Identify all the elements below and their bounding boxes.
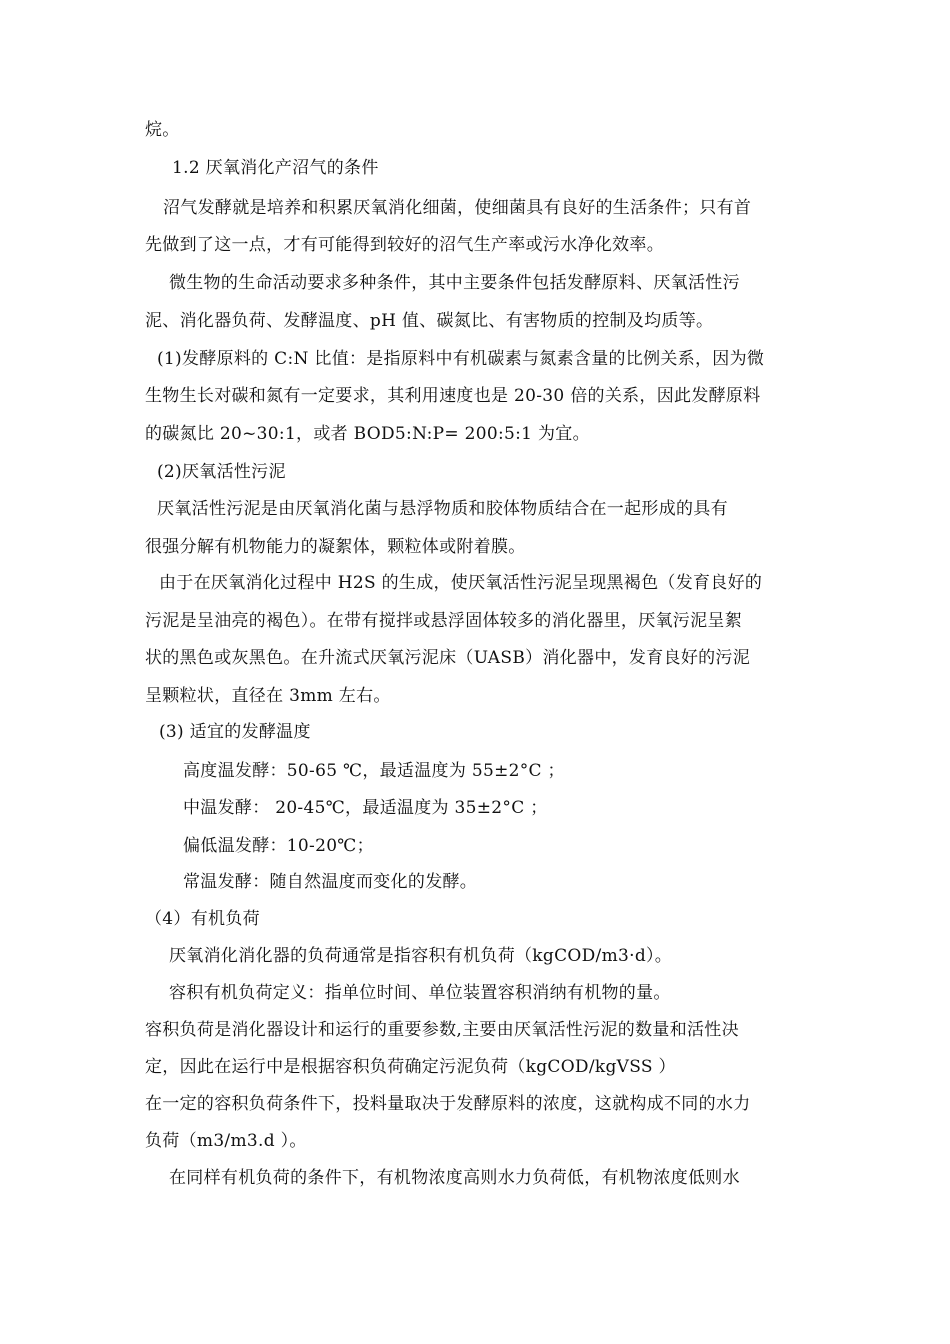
text-line: 高度温发酵：50-65 ℃，最适温度为 55±2°C ； xyxy=(183,761,565,781)
text-line: 泥、消化器负荷、发酵温度、pH 值、碳氮比、有害物质的控制及均质等。 xyxy=(145,311,714,331)
text-line: 微生物的生命活动要求多种条件，其中主要条件包括发酵原料、厌氧活性污 xyxy=(169,273,740,293)
text-line: 生物生长对碳和氮有一定要求，其利用速度也是 20-30 倍的关系，因此发酵原料 xyxy=(145,386,761,406)
text-line: 负荷（m3/m3.d ）。 xyxy=(145,1131,307,1151)
text-line: 容积负荷是消化器设计和运行的重要参数,主要由厌氧活性污泥的数量和活性决 xyxy=(145,1020,739,1040)
subsection-heading: (3) 适宜的发酵温度 xyxy=(159,722,311,742)
text-line: 呈颗粒状，直径在 3mm 左右。 xyxy=(145,686,391,706)
text-line: 在同样有机负荷的条件下，有机物浓度高则水力负荷低，有机物浓度低则水 xyxy=(169,1168,740,1188)
text-line: 很强分解有机物能力的凝絮体，颗粒体或附着膜。 xyxy=(145,537,526,557)
text-line: 厌氧活性污泥是由厌氧消化菌与悬浮物质和胶体物质结合在一起形成的具有 xyxy=(157,499,728,519)
text-line: 中温发酵： 20-45℃，最适温度为 35±2°C ； xyxy=(183,798,548,818)
text-line: 厌氧消化消化器的负荷通常是指容积有机负荷（kgCOD/m3·d）。 xyxy=(169,946,673,966)
text-line: 定，因此在运行中是根据容积负荷确定污泥负荷（kgCOD/kgVSS ） xyxy=(145,1057,676,1077)
text-line: 常温发酵：随自然温度而变化的发酵。 xyxy=(183,872,478,892)
text-line: (1)发酵原料的 C:N 比值：是指原料中有机碳素与氮素含量的比例关系，因为微 xyxy=(157,349,765,369)
text-line: 烷。 xyxy=(145,120,180,140)
text-line: 在一定的容积负荷条件下，投料量取决于发酵原料的浓度，这就构成不同的水力 xyxy=(145,1094,751,1114)
text-line: 污泥是呈油亮的褐色）。在带有搅拌或悬浮固体较多的消化器里，厌氧污泥呈絮 xyxy=(145,611,742,631)
text-line: 的碳氮比 20~30:1，或者 BOD5:N:P= 200:5:1 为宜。 xyxy=(145,424,590,444)
text-line: 由于在厌氧消化过程中 H2S 的生成，使厌氧活性污泥呈现黑褐色（发育良好的 xyxy=(159,573,763,593)
text-line: 先做到了这一点，才有可能得到较好的沼气生产率或污水净化效率。 xyxy=(145,235,664,255)
section-heading: 1.2 厌氧消化产沼气的条件 xyxy=(172,158,379,178)
subsection-heading: (2)厌氧活性污泥 xyxy=(157,462,286,482)
subsection-heading: （4）有机负荷 xyxy=(145,909,260,929)
text-line: 容积有机负荷定义：指单位时间、单位装置容积消纳有机物的量。 xyxy=(169,983,671,1003)
text-line: 状的黑色或灰黑色。在升流式厌氧污泥床（UASB）消化器中，发育良好的污泥 xyxy=(145,648,751,668)
text-line: 偏低温发酵：10-20℃； xyxy=(183,836,374,856)
text-line: 沼气发酵就是培养和积累厌氧消化细菌，使细菌具有良好的生活条件；只有首 xyxy=(163,198,752,218)
